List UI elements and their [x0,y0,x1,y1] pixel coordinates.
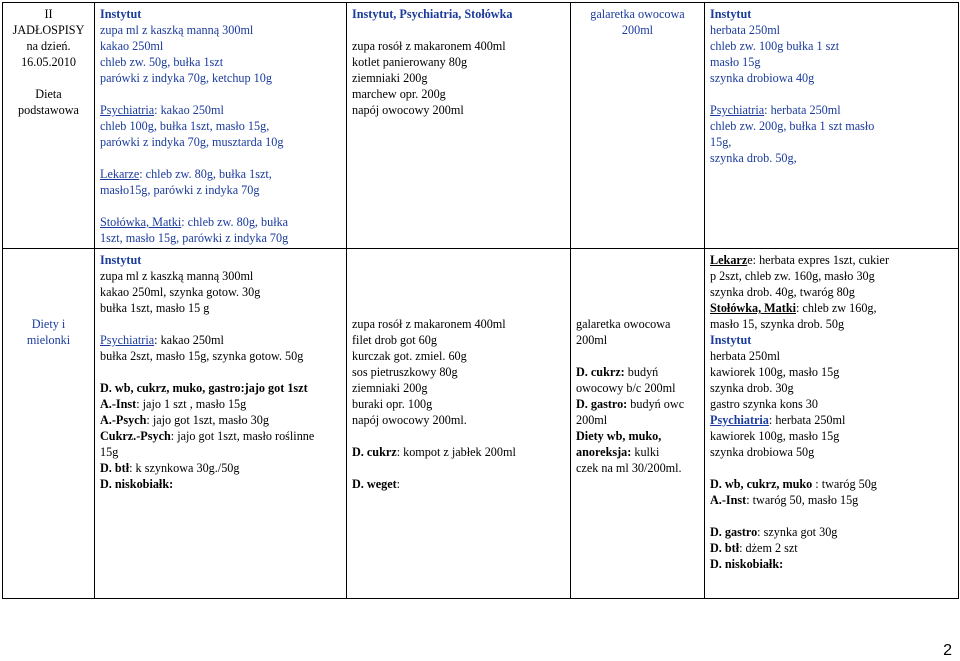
menu-line: masło15g, parówki z indyka 70g [100,183,260,197]
section-label: Stołówka, Matki [100,215,182,229]
menu-line: 15g, [710,135,732,149]
breakfast-cell [95,3,347,249]
diet-name-line: Diety i [31,317,66,331]
diet-line: D. cukrz: budyń [576,365,659,379]
diet-line: D. gastro: szynka got 30g [710,525,838,539]
diet-label-cell [3,249,95,599]
menu-line: p 2szt, chleb zw. 160g, masło 30g [710,269,875,283]
menu-line: zupa rosół z makaronem 400ml [352,39,506,53]
diet-line: D. btł: k szynkowa 30g./50g [100,461,240,475]
section-label: Lekarz [710,253,748,267]
menu-line: chleb zw. 100g bułka 1 szt [710,39,840,53]
afternoon-snack-diet-cell [571,249,705,599]
diet-line: czek na ml 30/200ml. [576,461,682,475]
menu-line: chleb 100g, bułka 1szt, masło 15g, [100,119,270,133]
diet-line: 200ml [576,413,608,427]
lunch-cell [347,3,571,249]
diet-line: Diety wb, muko, [576,429,662,443]
menu-line: Lekarze: herbata expres 1szt, cukier [710,253,890,267]
diet-line: D. btł: dżem 2 szt [710,541,798,555]
menu-line: ziemniaki 200g [352,381,428,395]
menu-line: szynka drobiowa 40g [710,71,815,85]
section-heading: Instytut [100,253,142,267]
menu-line: zupa ml z kaszką manną 300ml [100,23,254,37]
date-line: 16.05.2010 [21,55,76,69]
label-line: JADŁOSPISY [12,23,85,37]
menu-line: kakao 250ml [100,39,164,53]
diet-line: A.-Inst: jajo 1 szt , masło 15g [100,397,247,411]
menu-line: masło 15g [710,55,761,69]
label-line: na dzień. [26,39,71,53]
menu-line: herbata 250ml [710,23,781,37]
menu-line: galaretka owocowa [576,317,671,331]
dinner-diet-cell [705,249,959,599]
menu-line: herbata 250ml [710,349,781,363]
diet-line: D. wb, cukrz, muko : twaróg 50g [710,477,877,491]
menu-line: parówki z indyka 70g, ketchup 10g [100,71,272,85]
section-heading: Instytut, Psychiatria, Stołówka [352,7,513,21]
diet-line: A.-Psych: jajo got 1szt, masło 30g [100,413,269,427]
diet-line: Cukrz.-Psych: jajo got 1szt, masło roślinne [100,429,315,443]
menu-line: galaretka owocowa [590,7,685,21]
menu-line: gastro szynka kons 30 [710,397,818,411]
diet-line: D. niskobiałk: [100,477,174,491]
menu-line: kakao 250ml, szynka gotow. 30g [100,285,261,299]
menu-line: Psychiatria: kakao 250ml [100,333,224,347]
menu-line: chleb zw. 50g, bułka 1szt [100,55,224,69]
afternoon-snack-cell [571,3,705,249]
menu-line: Lekarze: chleb zw. 80g, bułka 1szt, [100,167,272,181]
diet-line: D. niskobiałk: [710,557,784,571]
menu-line: Psychiatria: kakao 250ml [100,103,224,117]
dinner-cell [705,3,959,249]
row-diety-i-mielonki [3,249,959,599]
menu-line: zupa rosół z makaronem 400ml [352,317,506,331]
day-label-cell [3,3,95,249]
menu-line: parówki z indyka 70g, musztarda 10g [100,135,284,149]
menu-line: szynka drob. 50g, [710,151,797,165]
spacer [8,70,89,86]
label-line: II [44,7,53,21]
section-label: Lekarze [100,167,140,181]
diet-line: D. cukrz: kompot z jabłek 200ml [352,445,516,459]
section-heading: Instytut [710,7,752,21]
section-label: Psychiatria [100,103,155,117]
section-label: Psychiatria [100,333,155,347]
menu-line: szynka drobiowa 50g [710,445,815,459]
menu-line: filet drob got 60g [352,333,437,347]
diet-line: anoreksja: kulki [576,445,660,459]
menu-line: buraki opr. 100g [352,397,433,411]
menu-line: ziemniaki 200g [352,71,428,85]
menu-line: Stołówka, Matki: chleb zw. 80g, bułka [100,215,289,229]
menu-line: kawiorek 100g, masło 15g [710,429,840,443]
menu-line: 200ml [576,333,608,347]
menu-line: szynka drob. 30g [710,381,794,395]
menu-line: 200ml [621,23,654,37]
menu-line: napój owocowy 200ml. [352,413,467,427]
menu-line: Psychiatria: herbata 250ml [710,103,841,117]
menu-line: zupa ml z kaszką manną 300ml [100,269,254,283]
diet-line: D. wb, cukrz, muko, gastro:jajo got 1szt [100,381,308,395]
breakfast-diet-cell [95,249,347,599]
menu-line: kotlet panierowany 80g [352,55,468,69]
menu-line: bułka 1szt, masło 15 g [100,301,210,315]
section-heading: Instytut [710,333,752,347]
menu-line: sos pietruszkowy 80g [352,365,458,379]
diet-line: D. gastro: budyń owc [576,397,685,411]
lunch-diet-cell [347,249,571,599]
diet-name-line: podstawowa [18,103,79,117]
menu-line: masło 15, szynka drob. 50g [710,317,845,331]
menu-line: Psychiatria: herbata 250ml [710,413,846,427]
diet-line: owocowy b/c 200ml [576,381,676,395]
section-heading: Instytut [100,7,142,21]
menu-line: marchew opr. 200g [352,87,446,101]
row-dieta-podstawowa [3,3,959,249]
section-label: Psychiatria [710,413,769,427]
diet-line: 15g [100,445,119,459]
menu-line: Stołówka, Matki: chleb zw 160g, [710,301,877,315]
menu-line: szynka drob. 40g, twaróg 80g [710,285,855,299]
diet-name-line: Dieta [35,87,62,101]
diet-line: D. weget: [352,477,401,491]
page-number: 2 [943,642,952,659]
menu-line: kurczak got. zmiel. 60g [352,349,467,363]
section-label: Psychiatria [710,103,765,117]
menu-line: napój owocowy 200ml [352,103,464,117]
menu-line: chleb zw. 200g, bułka 1 szt masło [710,119,875,133]
menu-table [2,2,959,599]
diet-line: A.-Inst: twaróg 50, masło 15g [710,493,859,507]
menu-line: kawiorek 100g, masło 15g [710,365,840,379]
menu-line: 1szt, masło 15g, parówki z indyka 70g [100,231,289,245]
section-label: Stołówka, Matki [710,301,796,315]
menu-line: bułka 2szt, masło 15g, szynka gotow. 50g [100,349,304,363]
diet-name-line: mielonki [26,333,71,347]
